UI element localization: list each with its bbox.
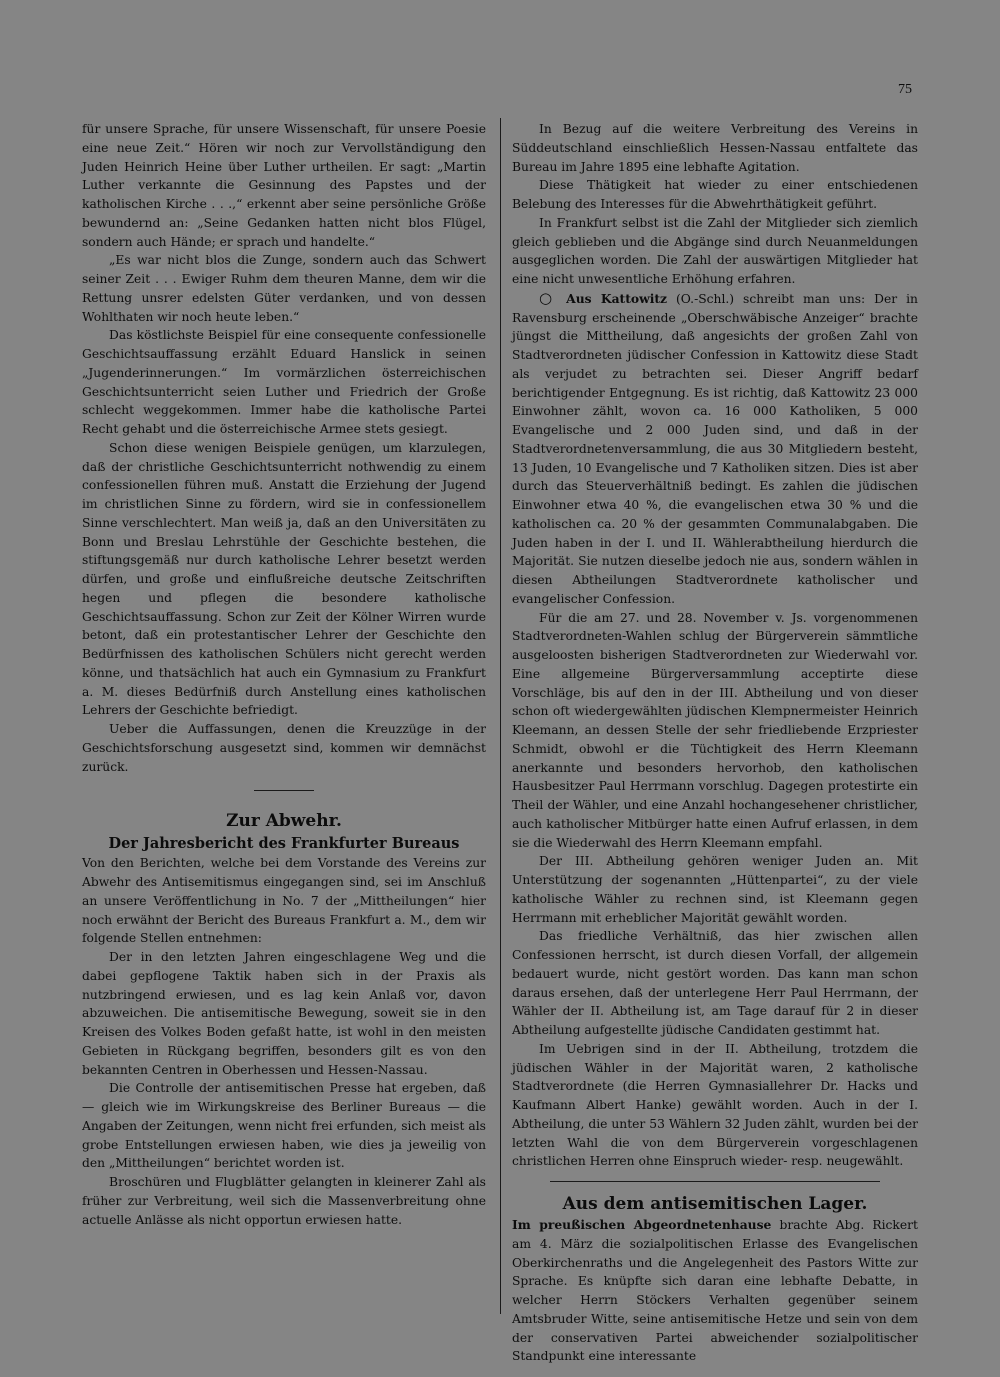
paragraph: Von den Berichten, welche bei dem Vorstande des Vereins zur Abwehr des Antisemitismus eingegangen sind, sei im Anschluß an unsere Veröffentlichung in No. 7 der „Mittheilungen“ hier noch erwähnt der Bericht des Bureaus Frankfurt a. M., dem wir folgende Stellen entnehmen: [82, 856, 486, 946]
paragraph: Die Controlle der antisemitischen Presse hat ergeben, daß — gleich wie im Wirkungskreise des Berliner Bureaus — die Angaben der Zeitungen, wenn nicht frei erfunden, sich meist als grobe Entstellungen erwiesen haben, wie dies ja jeweilig von den „Mittheilungen“ berichtet worden ist. [82, 1081, 486, 1171]
circle-marker: ○ [539, 288, 558, 307]
right-column [512, 120, 918, 1366]
lager-text: brachte Abg. Rickert am 4. März die sozialpolitischen Erlasse des Evangelischen Oberkirchenraths und die Angelegenheit des Pastors Witte zur Sprache. Es knüpfte sich daran eine lebhafte Debatte, in welcher Herrn Stöckers Verhalten gegenüber seinem Amtsbruder Witte, seine antisemitische Hetze und sein von dem der conservativen Partei abweichender sozialpolitischer Standpunkt eine interessante [512, 1218, 918, 1364]
paragraph: Für die am 27. und 28. November v. Js. vorgenommenen Stadtverordneten-Wahlen schlug der Bürgerverein sämmtliche ausgeloosten bisherigen Stadtverordneten zur Wiederwahl vor. Eine allgemeine Bürgerversammlung acceptirte diese Vorschläge, bis auf den in der III. Abtheilung und von dieser schon oft wiedergewählten jüdischen Klempnermeister Heinrich Kleemann, an dessen Stelle der sehr friedliebende Erzpriester Schmidt, obwohl er die Tüchtigkeit des Herrn Kleemann anerkannte und besonders hervorhob, den katholischen Hausbesitzer Paul Herrmann vorschlug. Dagegen protestirte ein Theil der Wähler, und eine Anzahl hochangesehener christlicher, auch katholischer Mitbürger hatte einen Aufruf erlassen, in dem sie die Wiederwahl des Herrn Kleemann empfahl. [512, 610, 918, 850]
paragraph: Der III. Abtheilung gehören weniger Juden an. Mit Unterstützung der sogenannten „Hüttenpartei“, zu der viele katholische Wähler zu rechnen sind, ist Kleemann gegen Herrmann mit erheblicher Majorität gewählt worden. [512, 854, 918, 925]
section-heading: Zur Abwehr. [226, 811, 342, 832]
page-number: 75 [898, 82, 912, 97]
left-column [82, 120, 486, 1229]
kattowitz-text: (O.-Schl.) schreibt man uns: Der in Ravensburg erscheinende „Oberschwäbische Anzeiger“ brachte jüngst die Mittheilung, daß angesichts der großen Zahl von Stadtverordneten jüdischer Confession in Kattowitz diese Stadt als verjudet zu betrachten sei. Dieser Angriff bedarf berichtigender Entgegnung. Es ist richtig, daß Kattowitz 23 000 Einwohner zählt, wovon ca. 16 000 Katholiken, 5 000 Evangelische und 2 000 Juden sind, und daß in der Stadtverordnetenversammlung, die aus 30 Mitgliedern besteht, 13 Juden, 10 Evangelische und 7 Katholiken sitzen. Dies ist aber durch das Steuerverhältniß bedingt. Es zahlen die jüdischen Einwohner etwa 40 %, die evangelischen etwa 30 % und die katholischen ca. 20 % der gesammten Communalabgaben. Die Juden haben in der I. und II. Wählerabtheilung hierdurch die Majorität. Sie nutzen dieselbe jedoch nie aus, sondern wählen in diesen Abtheilungen Stadtverordnete katholischer und evangelischer Confession. [512, 291, 918, 606]
paragraph: In Frankfurt selbst ist die Zahl der Mitglieder sich ziemlich gleich geblieben und die Abgänge sind durch Neuanmeldungen ausgeglichen worden. Die Zahl der auswärtigen Mitglieder hat eine nicht unwesentliche Erhöhung erfahren. [512, 215, 918, 286]
column-rule [500, 118, 501, 1314]
section-divider [550, 1181, 880, 1182]
kattowitz-heading: Aus Kattowitz [566, 290, 668, 306]
section-subheading: Der Jahresbericht des Frankfurter Bureaus [108, 835, 460, 853]
lager-lead: Im preußischen Abgeordnetenhause [512, 1217, 772, 1232]
paragraph: In Bezug auf die weitere Verbreitung des Vereins in Süddeutschland einschließlich Hessen-Nassau entfaltete das Bureau im Jahre 1895 eine lebhafte Agitation. [512, 122, 918, 174]
paragraph: für unsere Sprache, für unsere Wissenschaft, für unsere Poesie eine neue Zeit.“ Hören wir noch zur Vervollständigung den Juden Heinrich Heine über Luther urtheilen. Er sagt: „Martin Luther verkannte die Gesinnung des Papstes und der katholischen Kirche . . .,“ erkennt aber seine persönliche Größe bewundernd an: „Seine Gedanken hatten nicht blos Flügel, sondern auch Hände; er sprach und handelte.“ [82, 122, 486, 249]
paragraph: „Es war nicht blos die Zunge, sondern auch das Schwert seiner Zeit . . . Ewiger Ruhm dem theuren Manne, dem wir die Rettung unsrer edelsten Güter verdanken, und von dessen Wohlthaten wir noch heute leben.“ [82, 253, 486, 324]
section-divider [254, 790, 314, 791]
kattowitz-paragraph [512, 289, 918, 609]
paragraph: Das friedliche Verhältniß, das hier zwischen allen Confessionen herrscht, ist durch diesen Vorfall, der allgemein bedauert wurde, nicht gestört worden. Das kann man schon daraus ersehen, daß der unterlegene Herr Paul Herrmann, der Wähler der II. Abtheilung ist, am Tage darauf für 2 in dieser Abtheilung aufgestellte jüdische Candidaten gestimmt hat. [512, 929, 918, 1037]
paragraph: Der in den letzten Jahren eingeschlagene Weg und die dabei gepflogene Taktik haben sich in der Praxis als nutzbringend erwiesen, und es lag kein Anlaß vor, davon abzuweichen. Die antisemitische Bewegung, soweit sie in den Kreisen des Volkes Boden gefaßt hatte, ist wohl in den meisten Gebieten in Rückgang begriffen, besonders gilt es von den bekannten Centren in Oberhessen und Hessen-Nassau. [82, 950, 486, 1077]
lager-heading: Aus dem antisemitischen Lager. [562, 1194, 868, 1214]
paragraph: Schon diese wenigen Beispiele genügen, um klarzulegen, daß der christliche Geschichtsunterricht nothwendig zu einem confessionellen führen muß. Anstatt die Erziehung der Jugend im christlichen Sinne zu fördern, wird sie in confessionellem Sinne verschlechtert. Man weiß ja, daß an den Universitäten zu Bonn und Breslau Lehrstühle der Geschichte bestehen, die stiftungsgemäß nur durch katholische Lehrer besetzt werden dürfen, und große und einflußreiche deutsche Zeitschriften hegen und pflegen die besondere katholische Geschichtsauffassung. Schon zur Zeit der Kölner Wirren wurde betont, daß ein protestantischer Lehrer der Geschichte den Bedürfnissen des katholischen Schülers nicht gerecht werden könne, und thatsächlich hat auch ein Gymnasium zu Frankfurt a. M. dieses Bedürfniß durch Anstellung eines katholischen Lehrers der Geschichte befriedigt. [82, 440, 486, 718]
paragraph: Im Uebrigen sind in der II. Abtheilung, trotzdem die jüdischen Wähler in der Majorität waren, 2 katholische Stadtverordnete (die Herren Gymnasiallehrer Dr. Hacks und Kaufmann Albert Hanke) gewählt worden. Auch in der I. Abtheilung, die unter 53 Wählern 32 Juden zählt, wurden bei der letzten Wahl die von dem Bürgerverein vorgeschlagenen christlichen Herren ohne Einspruch wieder- resp. neugewählt. [512, 1041, 918, 1169]
paragraph: Diese Thätigkeit hat wieder zu einer entschiedenen Belebung des Interesses für die Abwehrthätigkeit geführt. [512, 178, 918, 211]
paragraph: Das köstlichste Beispiel für eine consequente confessionelle Geschichtsauffassung erzählt Eduard Hanslick in seinen „Jugenderinnerungen.“ Im vormärzlichen österreichischen Geschichtsunterricht seien Luther und Friedrich der Große schlecht weggekommen. Immer habe die katholische Partei Recht gehabt und die österreichische Armee stets gesiegt. [82, 328, 486, 436]
paragraph: Broschüren und Flugblätter gelangten in kleinerer Zahl als früher zur Verbreitung, weil sich die Massenverbreitung ohne actuelle Anlässe als nicht opportun erwiesen hatte. [82, 1175, 486, 1227]
lager-paragraph [512, 1216, 918, 1366]
paragraph: Ueber die Auffassungen, denen die Kreuzzüge in der Geschichtsforschung ausgesetzt sind, kommen wir demnächst zurück. [82, 722, 486, 774]
